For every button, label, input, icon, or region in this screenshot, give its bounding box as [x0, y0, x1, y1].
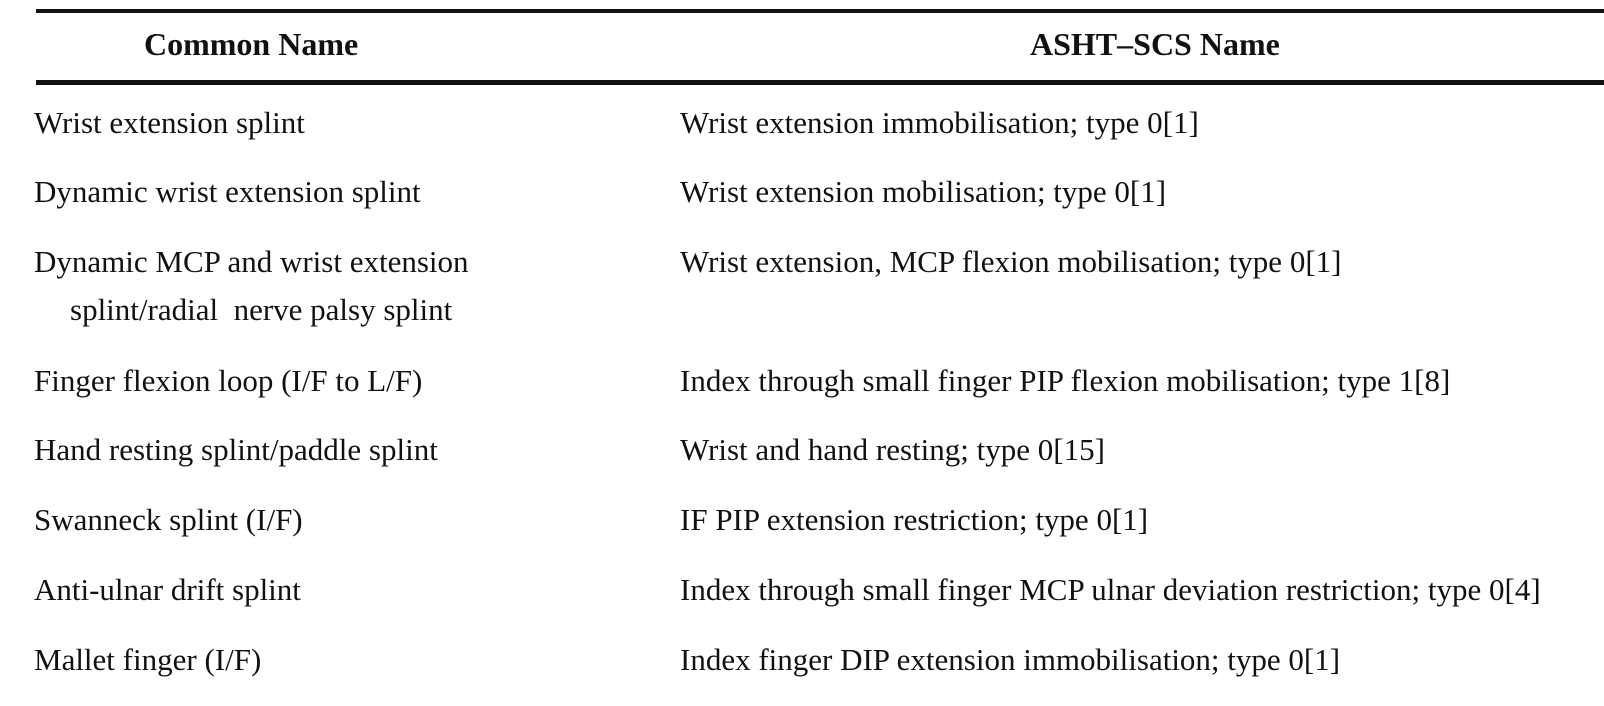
common-name-cell — [34, 238, 634, 334]
common-name-text: Hand resting splint/paddle splint — [34, 432, 438, 467]
common-name-text: Swanneck splint (I/F) — [34, 502, 303, 537]
common-name-text: Anti-ulnar drift splint — [34, 572, 301, 607]
common-name-cell — [34, 496, 634, 544]
common-name-text: Mallet finger (I/F) — [34, 642, 262, 677]
common-name-cell — [34, 99, 634, 147]
asht-scs-name-cell: Index finger DIP extension immobilisation; type 0[1] — [680, 642, 1341, 677]
common-name-text: Finger flexion loop (I/F to L/F) — [34, 363, 423, 398]
common-name-text: Dynamic wrist extension splint — [34, 174, 421, 209]
asht-scs-name-cell: Wrist extension immobilisation; type 0[1] — [680, 105, 1199, 140]
column-header-asht-scs-name: ASHT–SCS Name — [1030, 26, 1280, 62]
common-name-cell — [34, 426, 634, 474]
asht-scs-name-cell: Index through small finger MCP ulnar deviation restriction; type 0[4] — [680, 572, 1541, 607]
column-header-common-name: Common Name — [144, 26, 359, 62]
common-name-cell — [34, 566, 634, 614]
asht-scs-name-cell: Index through small finger PIP flexion mobilisation; type 1[8] — [680, 363, 1451, 398]
common-name-cell — [34, 636, 634, 684]
common-name-cell — [34, 168, 634, 216]
asht-scs-name-cell: IF PIP extension restriction; type 0[1] — [680, 502, 1149, 537]
common-name-cell — [34, 357, 634, 405]
asht-scs-name-cell: Wrist extension mobilisation; type 0[1] — [680, 174, 1167, 209]
asht-scs-name-cell: Wrist and hand resting; type 0[15] — [680, 432, 1105, 467]
common-name-text-line-1: Dynamic MCP and wrist extension — [34, 244, 469, 279]
common-name-text-line-2: splint/radial nerve palsy splint — [70, 292, 453, 327]
common-name-text: Wrist extension splint — [34, 105, 305, 140]
asht-scs-name-cell: Wrist extension, MCP flexion mobilisation; type 0[1] — [680, 244, 1342, 279]
